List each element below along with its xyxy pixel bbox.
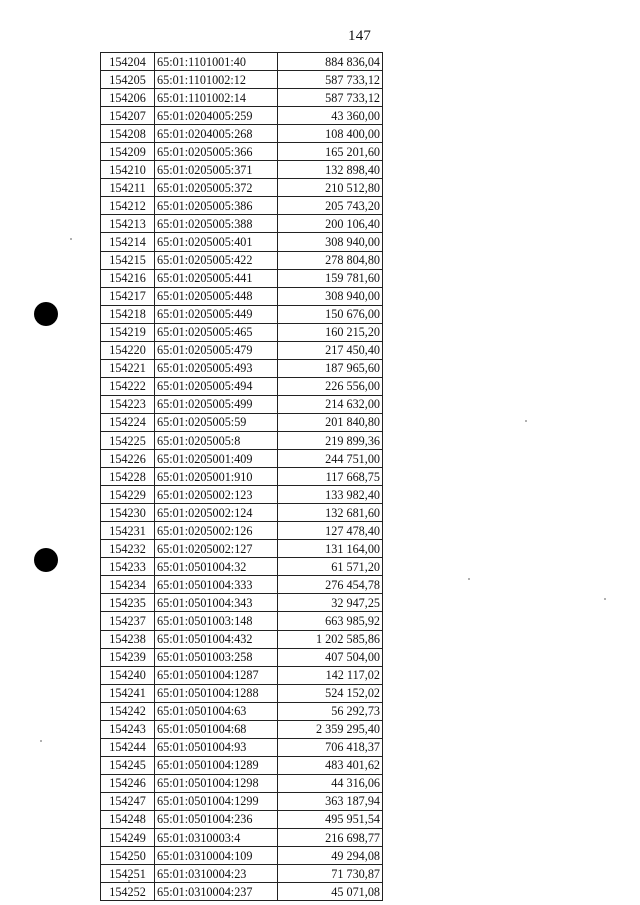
value-cell: 663 985,92 [278, 612, 383, 630]
value-cell: 587 733,12 [278, 71, 383, 89]
record-number-cell: 154237 [101, 612, 155, 630]
cadastral-number-cell: 65:01:0501004:343 [155, 594, 278, 612]
cadastral-number-cell: 65:01:0204005:268 [155, 125, 278, 143]
cadastral-number-cell: 65:01:0205005:372 [155, 179, 278, 197]
table-row [101, 179, 383, 197]
table-row [101, 197, 383, 215]
cadastral-number-cell: 65:01:0205005:441 [155, 269, 278, 287]
value-cell: 219 899,36 [278, 431, 383, 449]
record-number-cell: 154252 [101, 883, 155, 901]
cadastral-number-cell: 65:01:0501003:148 [155, 612, 278, 630]
table-row [101, 738, 383, 756]
record-number-cell: 154226 [101, 450, 155, 468]
value-cell: 214 632,00 [278, 395, 383, 413]
table-row [101, 431, 383, 449]
record-number-cell: 154216 [101, 269, 155, 287]
record-number-cell: 154232 [101, 540, 155, 558]
table-row [101, 522, 383, 540]
value-cell: 61 571,20 [278, 558, 383, 576]
value-cell: 201 840,80 [278, 413, 383, 431]
table-row [101, 395, 383, 413]
table-row [101, 377, 383, 395]
scan-speck [525, 420, 527, 422]
record-number-cell: 154214 [101, 233, 155, 251]
table-row [101, 702, 383, 720]
cadastral-number-cell: 65:01:0310003:4 [155, 829, 278, 847]
record-number-cell: 154224 [101, 413, 155, 431]
cadastral-number-cell: 65:01:0501004:1287 [155, 666, 278, 684]
table-row [101, 792, 383, 810]
table-row [101, 756, 383, 774]
record-number-cell: 154240 [101, 666, 155, 684]
record-number-cell: 154217 [101, 287, 155, 305]
record-number-cell: 154247 [101, 792, 155, 810]
record-number-cell: 154220 [101, 341, 155, 359]
cadastral-number-cell: 65:01:1101002:12 [155, 71, 278, 89]
table-row [101, 269, 383, 287]
record-number-cell: 154219 [101, 323, 155, 341]
record-number-cell: 154222 [101, 377, 155, 395]
table-row [101, 847, 383, 865]
cadastral-number-cell: 65:01:0205005:448 [155, 287, 278, 305]
value-cell: 49 294,08 [278, 847, 383, 865]
cadastral-number-cell: 65:01:0205005:449 [155, 305, 278, 323]
table-row [101, 576, 383, 594]
record-number-cell: 154234 [101, 576, 155, 594]
table-row [101, 71, 383, 89]
record-number-cell: 154249 [101, 829, 155, 847]
value-cell: 2 359 295,40 [278, 720, 383, 738]
cadastral-number-cell: 65:01:0501004:63 [155, 702, 278, 720]
value-cell: 495 951,54 [278, 810, 383, 828]
value-cell: 407 504,00 [278, 648, 383, 666]
record-number-cell: 154238 [101, 630, 155, 648]
table-row [101, 540, 383, 558]
record-number-cell: 154211 [101, 179, 155, 197]
table-row [101, 341, 383, 359]
record-number-cell: 154242 [101, 702, 155, 720]
value-cell: 706 418,37 [278, 738, 383, 756]
table-row [101, 305, 383, 323]
table-row [101, 865, 383, 883]
value-cell: 132 898,40 [278, 161, 383, 179]
scan-speck [40, 740, 42, 742]
value-cell: 45 071,08 [278, 883, 383, 901]
table-row [101, 612, 383, 630]
record-number-cell: 154212 [101, 197, 155, 215]
value-cell: 150 676,00 [278, 305, 383, 323]
value-cell: 32 947,25 [278, 594, 383, 612]
cadastral-number-cell: 65:01:0310004:109 [155, 847, 278, 865]
table-row [101, 89, 383, 107]
table-row [101, 450, 383, 468]
record-number-cell: 154206 [101, 89, 155, 107]
cadastral-number-cell: 65:01:0205002:124 [155, 504, 278, 522]
table-row [101, 287, 383, 305]
cadastral-number-cell: 65:01:0205005:422 [155, 251, 278, 269]
value-cell: 187 965,60 [278, 359, 383, 377]
table-row [101, 829, 383, 847]
record-number-cell: 154208 [101, 125, 155, 143]
value-cell: 1 202 585,86 [278, 630, 383, 648]
table-row [101, 648, 383, 666]
cadastral-number-cell: 65:01:0501004:68 [155, 720, 278, 738]
cadastral-number-cell: 65:01:0205005:494 [155, 377, 278, 395]
cadastral-number-cell: 65:01:0501004:1289 [155, 756, 278, 774]
record-number-cell: 154235 [101, 594, 155, 612]
registry-table [100, 52, 383, 901]
table-row [101, 630, 383, 648]
cadastral-number-cell: 65:01:0205002:126 [155, 522, 278, 540]
value-cell: 244 751,00 [278, 450, 383, 468]
value-cell: 132 681,60 [278, 504, 383, 522]
record-number-cell: 154230 [101, 504, 155, 522]
registry-body [101, 53, 383, 901]
record-number-cell: 154243 [101, 720, 155, 738]
value-cell: 142 117,02 [278, 666, 383, 684]
cadastral-number-cell: 65:01:0204005:259 [155, 107, 278, 125]
record-number-cell: 154233 [101, 558, 155, 576]
table-row [101, 594, 383, 612]
cadastral-number-cell: 65:01:0205005:366 [155, 143, 278, 161]
cadastral-number-cell: 65:01:1101002:14 [155, 89, 278, 107]
value-cell: 56 292,73 [278, 702, 383, 720]
cadastral-number-cell: 65:01:0501004:333 [155, 576, 278, 594]
value-cell: 483 401,62 [278, 756, 383, 774]
record-number-cell: 154241 [101, 684, 155, 702]
cadastral-number-cell: 65:01:0501004:1288 [155, 684, 278, 702]
cadastral-number-cell: 65:01:0205005:465 [155, 323, 278, 341]
value-cell: 308 940,00 [278, 233, 383, 251]
record-number-cell: 154215 [101, 251, 155, 269]
table-row [101, 504, 383, 522]
value-cell: 131 164,00 [278, 540, 383, 558]
value-cell: 205 743,20 [278, 197, 383, 215]
record-number-cell: 154210 [101, 161, 155, 179]
record-number-cell: 154204 [101, 53, 155, 71]
value-cell: 363 187,94 [278, 792, 383, 810]
cadastral-number-cell: 65:01:0501004:1298 [155, 774, 278, 792]
cadastral-number-cell: 65:01:0310004:237 [155, 883, 278, 901]
record-number-cell: 154221 [101, 359, 155, 377]
record-number-cell: 154250 [101, 847, 155, 865]
cadastral-number-cell: 65:01:0205005:8 [155, 431, 278, 449]
value-cell: 587 733,12 [278, 89, 383, 107]
table-row [101, 774, 383, 792]
cadastral-number-cell: 65:01:0501004:432 [155, 630, 278, 648]
record-number-cell: 154246 [101, 774, 155, 792]
table-row [101, 323, 383, 341]
value-cell: 117 668,75 [278, 468, 383, 486]
cadastral-number-cell: 65:01:0205005:401 [155, 233, 278, 251]
table-row [101, 53, 383, 71]
value-cell: 216 698,77 [278, 829, 383, 847]
value-cell: 226 556,00 [278, 377, 383, 395]
table-row [101, 359, 383, 377]
value-cell: 200 106,40 [278, 215, 383, 233]
cadastral-number-cell: 65:01:0205005:493 [155, 359, 278, 377]
cadastral-number-cell: 65:01:0205001:910 [155, 468, 278, 486]
cadastral-number-cell: 65:01:0205002:123 [155, 486, 278, 504]
record-number-cell: 154239 [101, 648, 155, 666]
record-number-cell: 154244 [101, 738, 155, 756]
value-cell: 524 152,02 [278, 684, 383, 702]
cadastral-number-cell: 65:01:0501004:1299 [155, 792, 278, 810]
value-cell: 217 450,40 [278, 341, 383, 359]
record-number-cell: 154251 [101, 865, 155, 883]
table-row [101, 684, 383, 702]
cadastral-number-cell: 65:01:0310004:23 [155, 865, 278, 883]
value-cell: 127 478,40 [278, 522, 383, 540]
cadastral-number-cell: 65:01:0205005:386 [155, 197, 278, 215]
record-number-cell: 154245 [101, 756, 155, 774]
scan-speck [468, 578, 470, 580]
record-number-cell: 154248 [101, 810, 155, 828]
value-cell: 43 360,00 [278, 107, 383, 125]
cadastral-number-cell: 65:01:0205001:409 [155, 450, 278, 468]
value-cell: 210 512,80 [278, 179, 383, 197]
table-row [101, 215, 383, 233]
cadastral-number-cell: 65:01:0501004:32 [155, 558, 278, 576]
cadastral-number-cell: 65:01:0205005:371 [155, 161, 278, 179]
record-number-cell: 154205 [101, 71, 155, 89]
table-row [101, 810, 383, 828]
value-cell: 278 804,80 [278, 251, 383, 269]
table-row [101, 143, 383, 161]
record-number-cell: 154228 [101, 468, 155, 486]
table-row [101, 720, 383, 738]
cadastral-number-cell: 65:01:0205005:388 [155, 215, 278, 233]
value-cell: 276 454,78 [278, 576, 383, 594]
value-cell: 133 982,40 [278, 486, 383, 504]
table-row [101, 558, 383, 576]
punch-hole [34, 548, 58, 572]
table-row [101, 486, 383, 504]
table-row [101, 468, 383, 486]
value-cell: 884 836,04 [278, 53, 383, 71]
value-cell: 159 781,60 [278, 269, 383, 287]
value-cell: 108 400,00 [278, 125, 383, 143]
value-cell: 308 940,00 [278, 287, 383, 305]
punch-hole [34, 302, 58, 326]
table-row [101, 883, 383, 901]
value-cell: 71 730,87 [278, 865, 383, 883]
cadastral-number-cell: 65:01:1101001:40 [155, 53, 278, 71]
scan-speck [70, 238, 72, 240]
cadastral-number-cell: 65:01:0205005:479 [155, 341, 278, 359]
value-cell: 165 201,60 [278, 143, 383, 161]
record-number-cell: 154231 [101, 522, 155, 540]
record-number-cell: 154218 [101, 305, 155, 323]
value-cell: 44 316,06 [278, 774, 383, 792]
page-number: 147 [348, 28, 372, 44]
cadastral-number-cell: 65:01:0205005:499 [155, 395, 278, 413]
table-row [101, 251, 383, 269]
value-cell: 160 215,20 [278, 323, 383, 341]
record-number-cell: 154229 [101, 486, 155, 504]
scan-speck [604, 598, 606, 600]
table-row [101, 107, 383, 125]
record-number-cell: 154209 [101, 143, 155, 161]
table-row [101, 233, 383, 251]
table-row [101, 413, 383, 431]
cadastral-number-cell: 65:01:0205002:127 [155, 540, 278, 558]
cadastral-number-cell: 65:01:0205005:59 [155, 413, 278, 431]
table-row [101, 161, 383, 179]
record-number-cell: 154225 [101, 431, 155, 449]
cadastral-number-cell: 65:01:0501004:93 [155, 738, 278, 756]
record-number-cell: 154213 [101, 215, 155, 233]
table-row [101, 125, 383, 143]
record-number-cell: 154223 [101, 395, 155, 413]
cadastral-number-cell: 65:01:0501003:258 [155, 648, 278, 666]
table-row [101, 666, 383, 684]
cadastral-number-cell: 65:01:0501004:236 [155, 810, 278, 828]
record-number-cell: 154207 [101, 107, 155, 125]
